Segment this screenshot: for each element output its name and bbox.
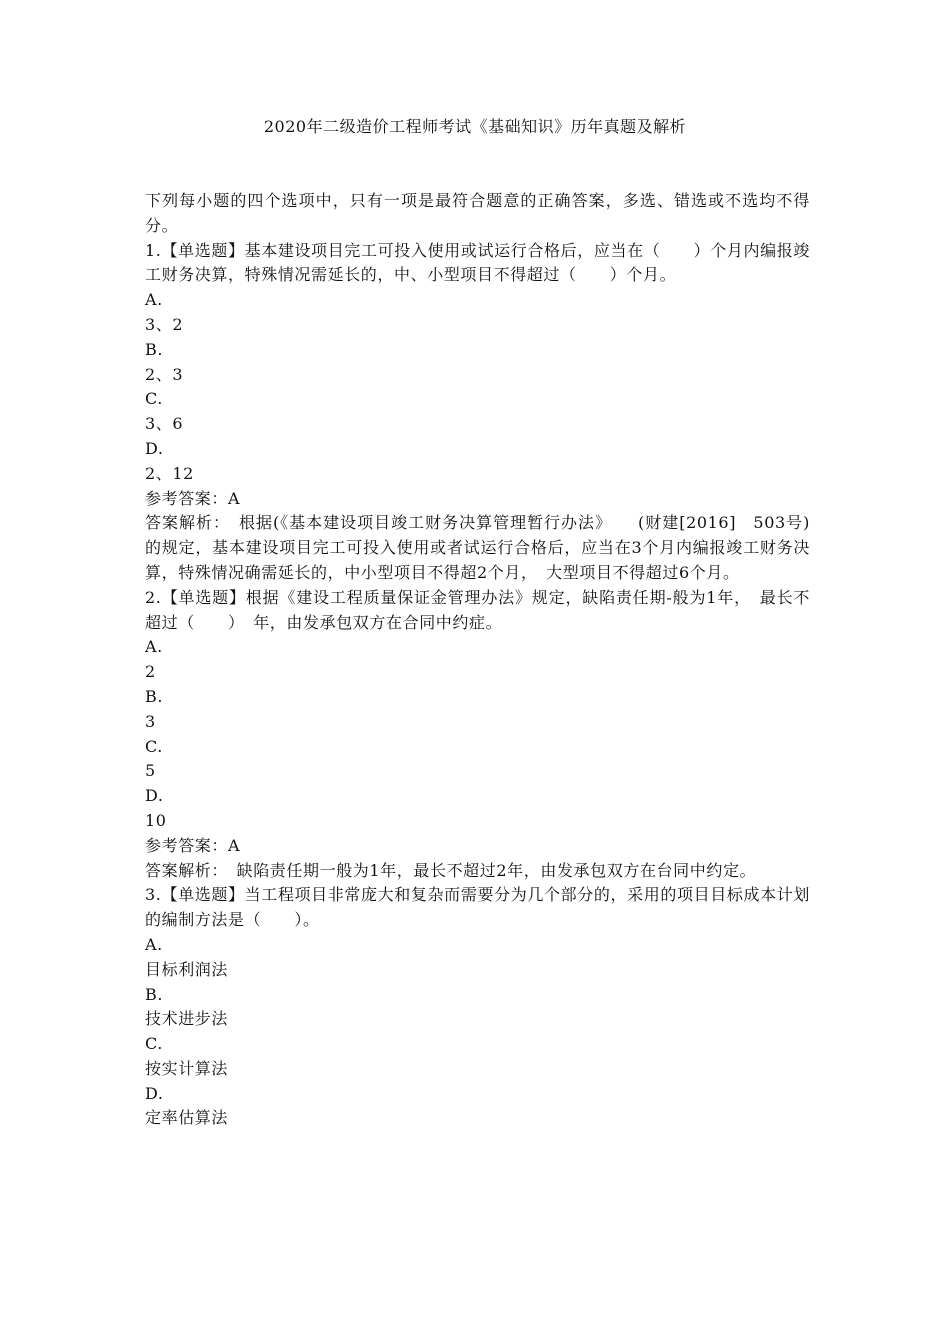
option-text: 3 bbox=[145, 711, 156, 731]
option-letter: A. bbox=[145, 934, 163, 954]
answer-analysis: 答案解析： 根据(《基本建设项目竣工财务决算管理暂行办法》 (财建[2016] 503号)的规定，基本建设项目完工可投入使用或者试运行合格后，应当在3个月内编报竣工财务决算，特殊情况确需延长的，中小型项目不得超2个月， 大型项目不得超过6个月。 bbox=[145, 513, 810, 582]
option-text: 技术进步法 bbox=[145, 1009, 229, 1029]
option-letter: B. bbox=[145, 339, 164, 359]
option-text: 目标利润法 bbox=[145, 959, 229, 979]
document-body bbox=[145, 189, 810, 1131]
option-text: 定率估算法 bbox=[145, 1108, 229, 1128]
question-2 bbox=[145, 586, 810, 884]
option-letter: D. bbox=[145, 438, 164, 458]
document-title: 2020年二级造价工程师考试《基础知识》历年真题及解析 bbox=[263, 117, 687, 136]
option-letter: A. bbox=[145, 290, 163, 310]
option-text: 10 bbox=[145, 810, 167, 830]
option-text: 2、12 bbox=[145, 463, 194, 483]
option-text: 2、3 bbox=[145, 364, 184, 384]
question-stem: 3.【单选题】当工程项目非常庞大和复杂而需要分为几个部分的，采用的项目目标成本计划的编制方法是（ ）。 bbox=[145, 885, 810, 930]
question-1 bbox=[145, 239, 810, 586]
instructions: 下列每小题的四个选项中，只有一项是最符合题意的正确答案，多选、错选或不选均不得分。 bbox=[145, 191, 810, 235]
option-letter: C. bbox=[145, 1034, 163, 1054]
answer-analysis: 答案解析： 缺陷责任期一般为1年，最长不超过2年，由发承包双方在台同中约定。 bbox=[145, 860, 757, 880]
question-3 bbox=[145, 883, 810, 1131]
option-letter: D. bbox=[145, 1083, 164, 1103]
option-letter: B. bbox=[145, 686, 164, 706]
reference-answer: 参考答案：A bbox=[145, 835, 241, 855]
reference-answer: 参考答案：A bbox=[145, 488, 241, 508]
option-letter: C. bbox=[145, 736, 163, 756]
option-text: 按实计算法 bbox=[145, 1058, 229, 1078]
option-text: 3、6 bbox=[145, 414, 184, 434]
option-text: 5 bbox=[145, 761, 156, 781]
option-letter: D. bbox=[145, 786, 164, 806]
option-text: 2 bbox=[145, 662, 156, 682]
option-letter: A. bbox=[145, 637, 163, 657]
option-text: 3、2 bbox=[145, 314, 184, 334]
question-stem: 1.【单选题】基本建设项目完工可投入使用或试运行合格后，应当在（ ）个月内编报竣工财务决算，特殊情况需延长的，中、小型项目不得超过（ ）个月。 bbox=[145, 240, 810, 285]
option-letter: C. bbox=[145, 389, 163, 409]
option-letter: B. bbox=[145, 984, 164, 1004]
question-stem: 2.【单选题】根据《建设工程质量保证金管理办法》规定，缺陷责任期-般为1年， 最长不超过（ ） 年，由发承包双方在合同中约症。 bbox=[145, 587, 810, 632]
